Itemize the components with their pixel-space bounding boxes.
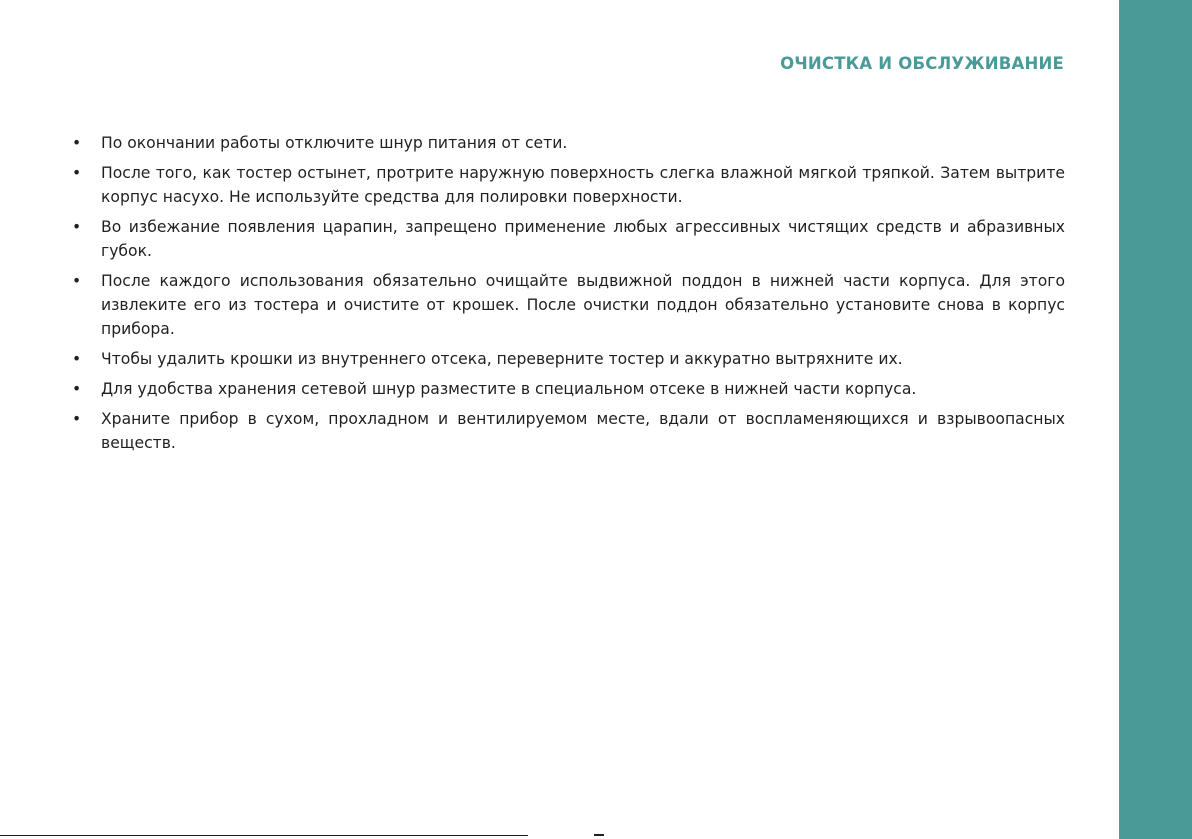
list-item bbox=[72, 269, 1065, 341]
list-item-text: Для удобства хранения сетевой шнур разместите в специальном отсеке в нижней части корпуса. bbox=[101, 380, 917, 398]
list-item-text: Храните прибор в сухом, прохладном и вентилируемом месте, вдали от воспламеняющихся и взрывоопасных веществ. bbox=[101, 410, 1065, 452]
list-item bbox=[72, 377, 1065, 401]
bullet-icon: • bbox=[72, 410, 82, 428]
bullet-icon: • bbox=[72, 164, 82, 182]
maintenance-instructions-list bbox=[72, 131, 1065, 461]
list-item bbox=[72, 131, 1065, 155]
list-item bbox=[72, 161, 1065, 209]
list-item bbox=[72, 407, 1065, 455]
list-item-text: Во избежание появления царапин, запрещено применение любых агрессивных чистящих средств и абразивных губок. bbox=[101, 218, 1065, 260]
bullet-icon: • bbox=[72, 134, 82, 152]
bullet-icon: • bbox=[72, 350, 82, 368]
side-color-band bbox=[1119, 0, 1192, 839]
list-item bbox=[72, 347, 1065, 371]
bottom-divider-line bbox=[0, 835, 528, 836]
list-item-text: После каждого использования обязательно очищайте выдвижной поддон в нижней части корпуса. Для этого извлеките его из тостера и очистите от крошек. После очистки поддон обязательно установите снова в корпус прибора. bbox=[101, 272, 1065, 338]
list-item-text: Чтобы удалить крошки из внутреннего отсека, переверните тостер и аккуратно вытряхните их. bbox=[101, 350, 903, 368]
list-item-text: После того, как тостер остынет, протрите наружную поверхность слегка влажной мягкой тряпкой. Затем вытрите корпус насухо. Не используйте средства для полировки поверхности. bbox=[101, 164, 1065, 206]
bullet-icon: • bbox=[72, 272, 82, 290]
list-item bbox=[72, 215, 1065, 263]
list-item-text: По окончании работы отключите шнур питания от сети. bbox=[101, 134, 568, 152]
bullet-icon: • bbox=[72, 218, 82, 236]
bullet-icon: • bbox=[72, 380, 82, 398]
bottom-page-mark bbox=[594, 834, 604, 836]
section-title: ОЧИСТКА И ОБСЛУЖИВАНИЕ bbox=[780, 54, 1064, 73]
